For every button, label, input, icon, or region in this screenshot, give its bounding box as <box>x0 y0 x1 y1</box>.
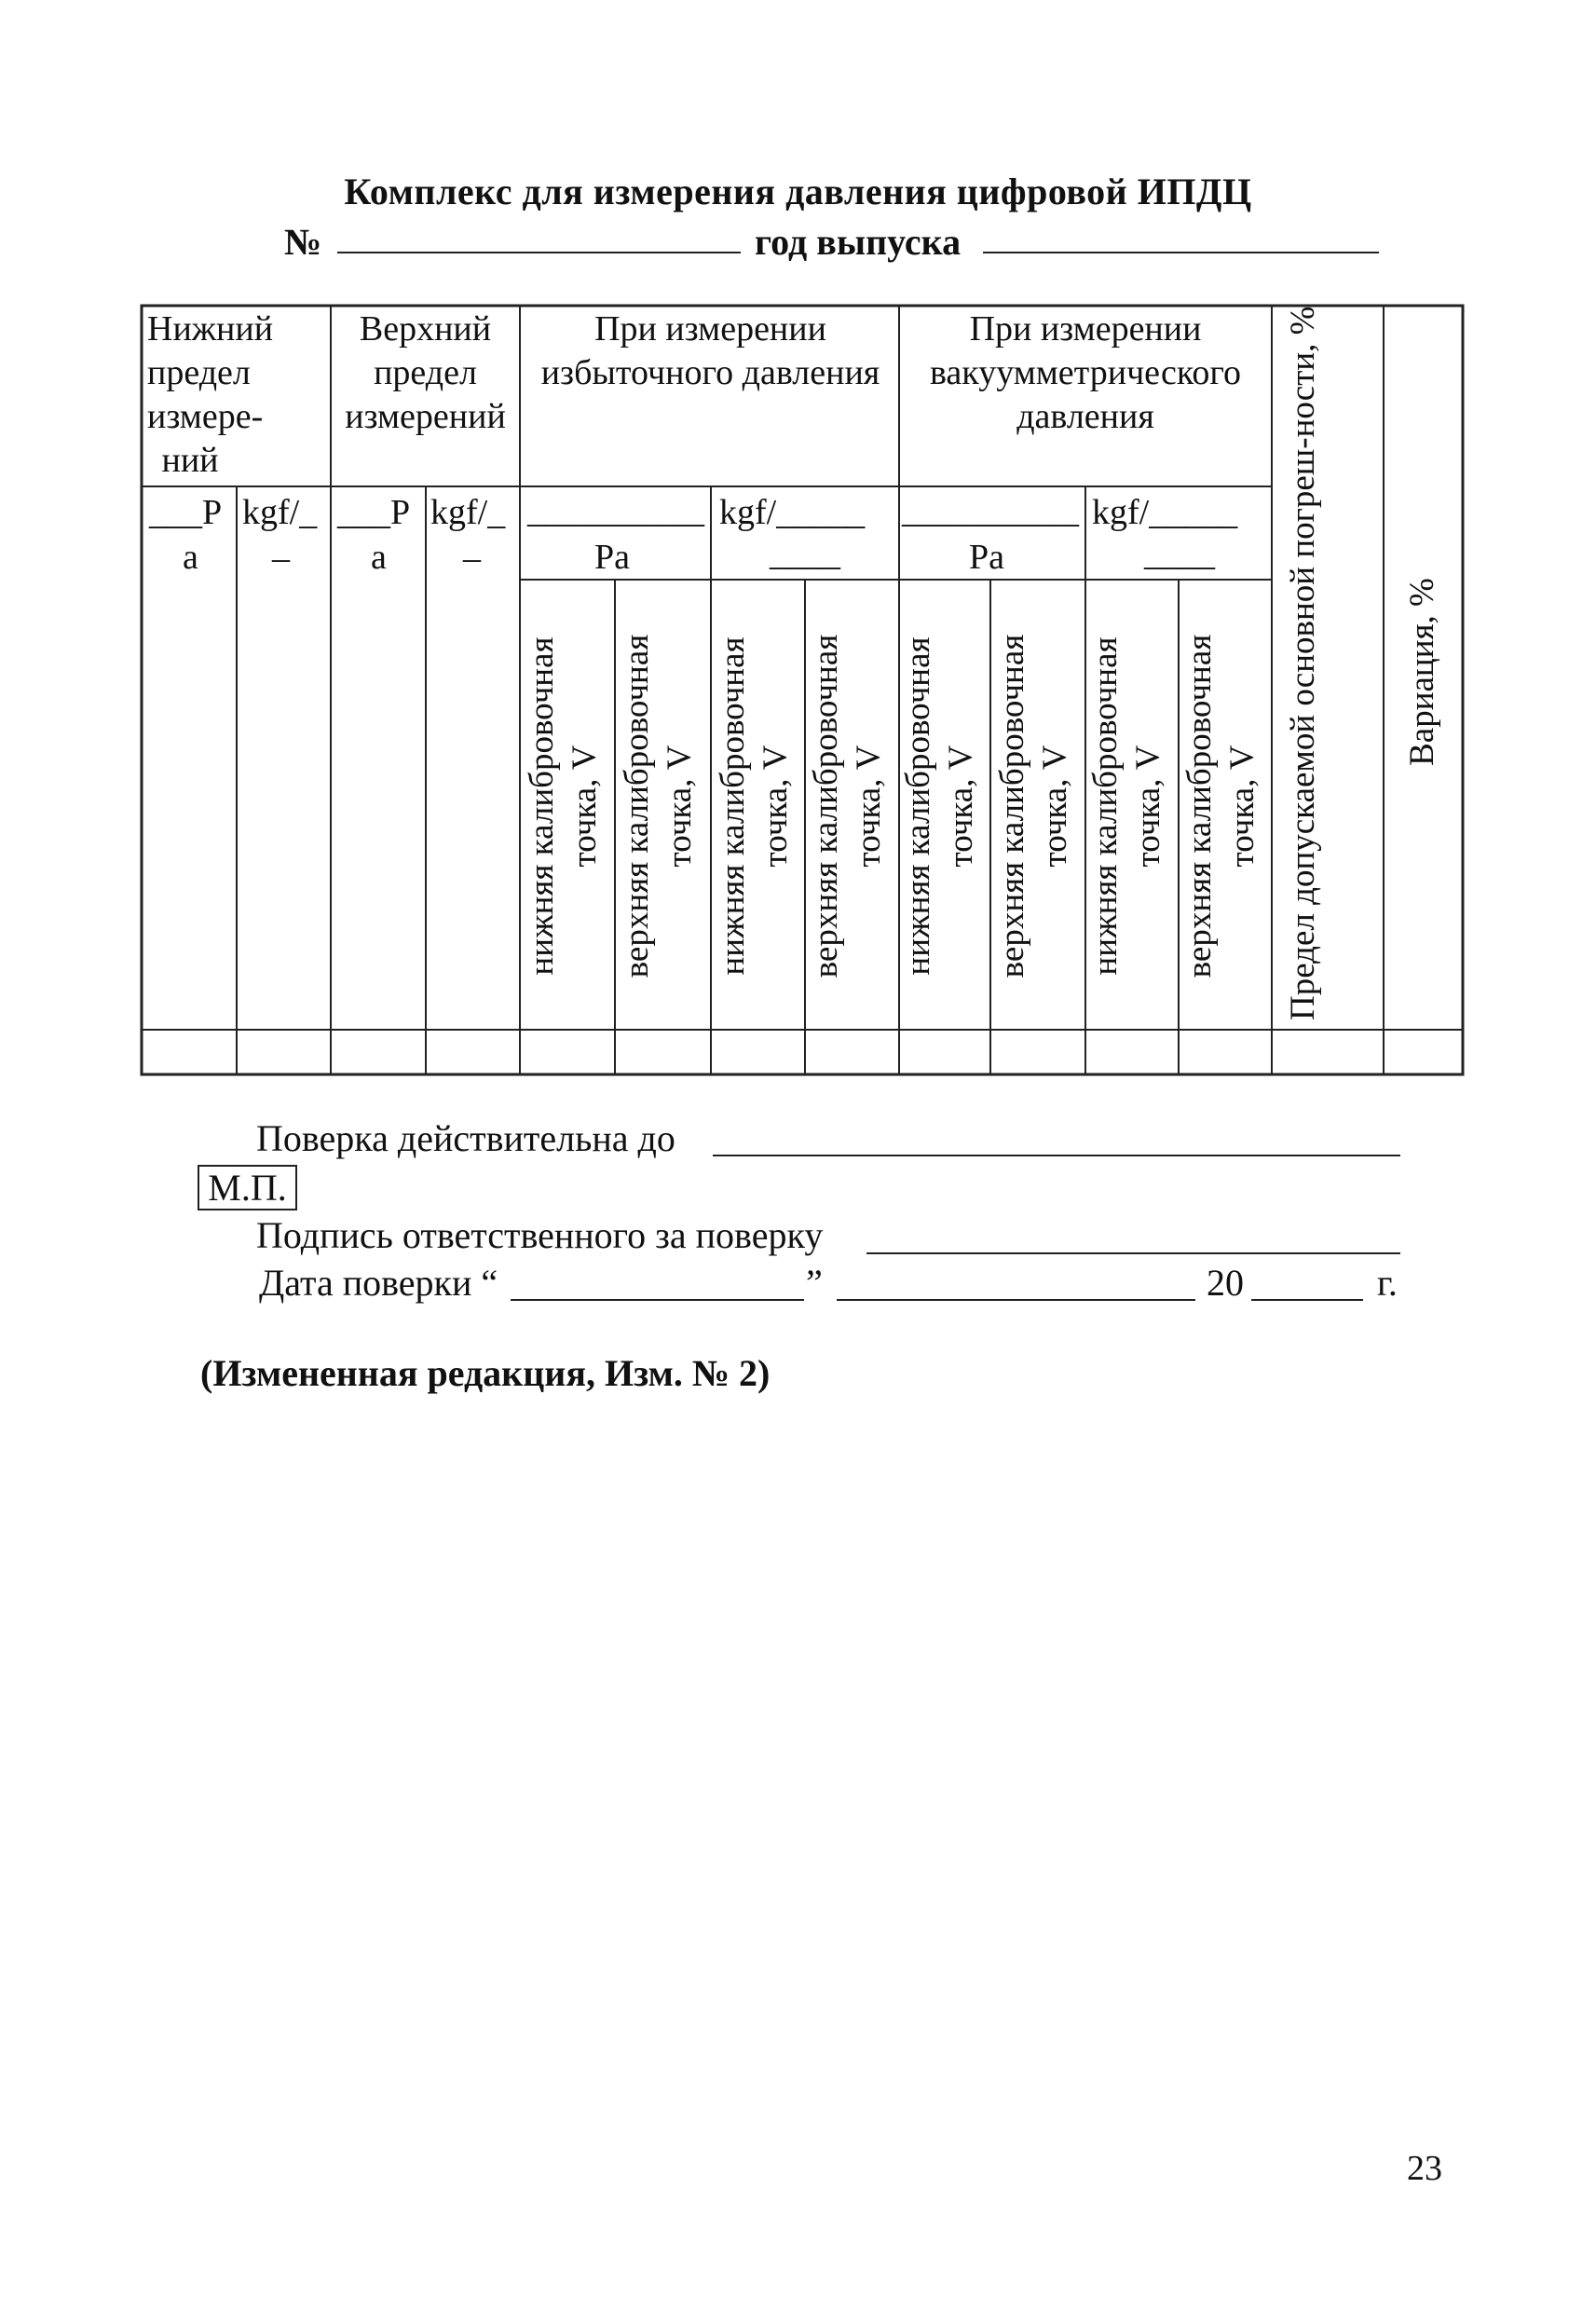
vacuum-upper-line1: верхняя калибровочная <box>993 634 1031 978</box>
excess-kgf-lower-line1: нижняя калибровочная <box>714 636 752 976</box>
excess-kgf-upper-point-header <box>805 587 898 1025</box>
unit-excess-pa-top: __________ <box>527 491 704 530</box>
unit-lower-kgf-bottom: _ <box>272 526 290 566</box>
year-suffix: г. <box>1377 1262 1398 1304</box>
vacuum-lower-line2: точка, V <box>942 745 980 868</box>
excess-lower-point-header <box>521 587 614 1025</box>
header-lower-limit: Нижний предел измере-ний <box>147 309 274 480</box>
unit-excess-kgf-bottom: ____ <box>770 534 840 573</box>
unit-lower-pa-bottom: a <box>183 538 198 577</box>
excess-lower-line2: точка, V <box>566 745 604 868</box>
unit-upper-pa-bottom: a <box>371 538 387 577</box>
date-month-blank <box>837 1267 1195 1301</box>
date-quote-close: ” <box>806 1262 823 1304</box>
year-prefix: 20 <box>1207 1262 1244 1304</box>
document-title: Комплекс для измерения давления цифровой ИПДЦ <box>344 171 1252 212</box>
valid-until-blank <box>713 1123 1400 1156</box>
unit-lower-pa-top: ___P <box>149 493 223 532</box>
valid-until-label: Поверка действительна до <box>256 1117 675 1159</box>
header-vacuum-pressure: При измерении вакуумметрического давления <box>929 309 1242 436</box>
excess-upper-line1: верхняя калибровочная <box>618 634 656 978</box>
header-upper-limit: Верхний предел измерений <box>345 309 506 436</box>
signature-blank <box>866 1221 1400 1254</box>
excess-upper-point-header <box>616 587 709 1025</box>
number-label: № <box>284 221 322 263</box>
vacuum-kgf-lower-line2: точка, V <box>1129 745 1167 868</box>
vacuum-kgf-upper-line2: точка, V <box>1223 745 1262 868</box>
vacuum-kgf-lower-point-header <box>1084 587 1178 1025</box>
date-label: Дата поверки “ <box>259 1262 498 1304</box>
excess-kgf-upper-line1: верхняя калибровочная <box>807 634 845 978</box>
page-number: 23 <box>1407 2149 1442 2188</box>
signature-label: Подпись ответственного за поверку <box>256 1214 824 1256</box>
unit-excess-pa-bottom: Pa <box>594 538 630 577</box>
unit-upper-kgf-top: kgf/_ <box>430 493 506 532</box>
vacuum-lower-line1: нижняя калибровочная <box>899 636 937 976</box>
date-year-blank <box>1251 1267 1363 1301</box>
unit-excess-kgf-top: kgf/_____ <box>719 493 866 532</box>
date-day-blank <box>511 1267 804 1301</box>
vacuum-kgf-lower-line1: нижняя калибровочная <box>1086 636 1125 976</box>
unit-vacuum-pa-bottom: Pa <box>969 538 1004 577</box>
vacuum-kgf-upper-line1: верхняя калибровочная <box>1180 634 1219 978</box>
excess-upper-line2: точка, V <box>661 745 699 868</box>
header-error-limit: Предел допускаемой основной погреш-ности, % <box>1284 306 1322 1020</box>
header-excess-pressure: При измерении избыточного давления <box>540 309 880 392</box>
excess-lower-line1: нижняя калибровочная <box>523 636 561 976</box>
unit-vacuum-pa-top: __________ <box>902 491 1079 530</box>
amendment-note: (Измененная редакция, Изм. № 2) <box>200 1352 771 1394</box>
header-variation: Вариация, % <box>1403 578 1441 766</box>
vacuum-lower-point-header <box>897 587 990 1025</box>
vacuum-upper-line2: точка, V <box>1036 745 1074 868</box>
excess-kgf-lower-line2: точка, V <box>757 745 795 868</box>
unit-vacuum-kgf-bottom: ____ <box>1144 534 1215 573</box>
unit-upper-kgf-bottom: _ <box>463 526 481 566</box>
year-label: год выпуска <box>755 221 962 263</box>
excess-kgf-upper-line2: точка, V <box>850 745 888 868</box>
vacuum-upper-point-header <box>991 587 1084 1025</box>
vacuum-kgf-upper-point-header <box>1179 587 1272 1025</box>
unit-upper-pa-top: ___P <box>337 493 411 532</box>
unit-vacuum-kgf-top: kgf/_____ <box>1092 493 1238 532</box>
stamp-placeholder: М.П. <box>198 1165 297 1210</box>
excess-kgf-lower-point-header <box>712 587 805 1025</box>
unit-lower-kgf-top: kgf/_ <box>242 493 318 532</box>
